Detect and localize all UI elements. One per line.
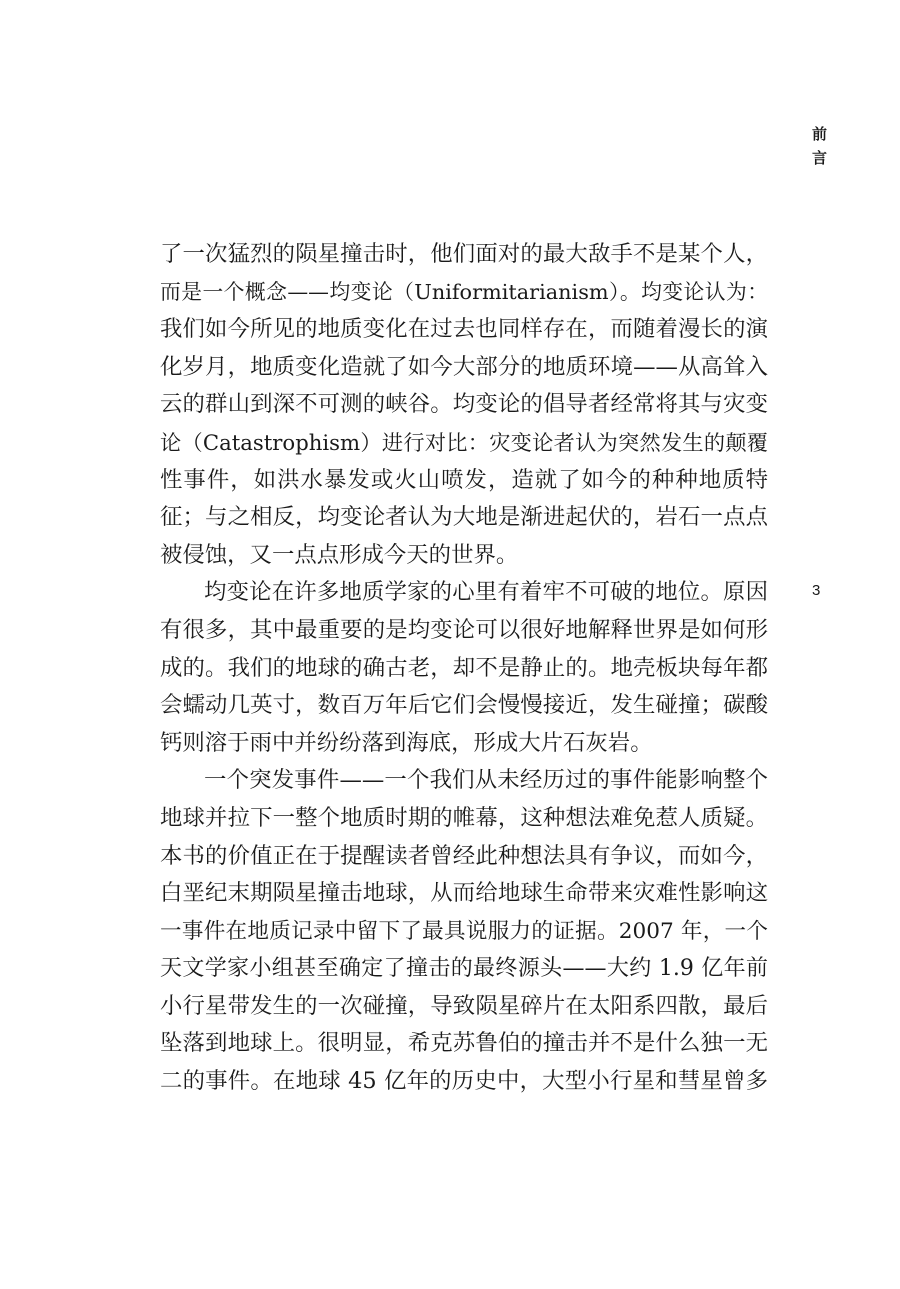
- text-line: 有很多，其中最重要的是均变论可以很好地解释世界是如何形: [160, 616, 768, 643]
- text-line: 本书的价值正在于提醒读者曾经此种想法具有争议，而如今，: [160, 842, 768, 869]
- text-line: 化岁月，地质变化造就了如今大部分的地质环境——从高耸入: [160, 353, 768, 380]
- page-number: 3: [812, 582, 821, 599]
- paragraph: [160, 574, 768, 762]
- text-line: 小行星带发生的一次碰撞，导致陨星碎片在太阳系四散，最后: [160, 992, 768, 1019]
- text-line: 一个突发事件——一个我们从未经历过的事件能影响整个: [204, 767, 768, 794]
- text-line: 地球并拉下一整个地质时期的帷幕，这种想法难免惹人质疑。: [160, 804, 768, 831]
- text-line: 一事件在地质记录中留下了最具说服力的证据。2007 年，一个: [160, 918, 768, 944]
- text-line: 了一次猛烈的陨星撞击时，他们面对的最大敌手不是某个人，: [160, 241, 768, 267]
- text-line: 天文学家小组甚至确定了撞击的最终源头——大约 1.9 亿年前: [160, 956, 768, 982]
- text-line: 成的。我们的地球的确古老，却不是静止的。地壳板块每年都: [160, 654, 768, 681]
- text-line: 均变论在许多地质学家的心里有着牢不可破的地位。原因: [204, 579, 768, 606]
- text-line: 而是一个概念——均变论（Uniformitarianism）。均变论认为：: [160, 279, 768, 304]
- text-line: 论（Catastrophism）进行对比：灾变论者认为突然发生的颠覆: [160, 429, 768, 455]
- body-text: [160, 236, 768, 1101]
- text-line: 坠落到地球上。很明显，希克苏鲁伯的撞击并不是什么独一无: [160, 1030, 768, 1057]
- text-line: 性事件，如洪水暴发或火山喷发，造就了如今的种种地质特: [160, 466, 768, 493]
- text-line: 云的群山到深不可测的峡谷。均变论的倡导者经常将其与灾变: [160, 391, 768, 418]
- section-label: 前 言: [812, 125, 828, 167]
- text-line: 白垩纪末期陨星撞击地球，从而给地球生命带来灾难性影响这: [160, 880, 768, 907]
- text-line: 我们如今所见的地质变化在过去也同样存在，而随着漫长的演: [160, 316, 768, 343]
- paragraph: [160, 236, 768, 574]
- text-line: 被侵蚀，又一点点形成今天的世界。: [160, 541, 519, 568]
- text-line: 会蠕动几英寸，数百万年后它们会慢慢接近，发生碰撞；碳酸: [160, 692, 768, 719]
- text-line: 钙则溶于雨中并纷纷落到海底，形成大片石灰岩。: [160, 729, 653, 756]
- text-line: 征；与之相反，均变论者认为大地是渐进起伏的，岩石一点点: [160, 504, 768, 531]
- paragraph: [160, 762, 768, 1100]
- text-line: 二的事件。在地球 45 亿年的历史中，大型小行星和彗星曾多: [160, 1068, 768, 1095]
